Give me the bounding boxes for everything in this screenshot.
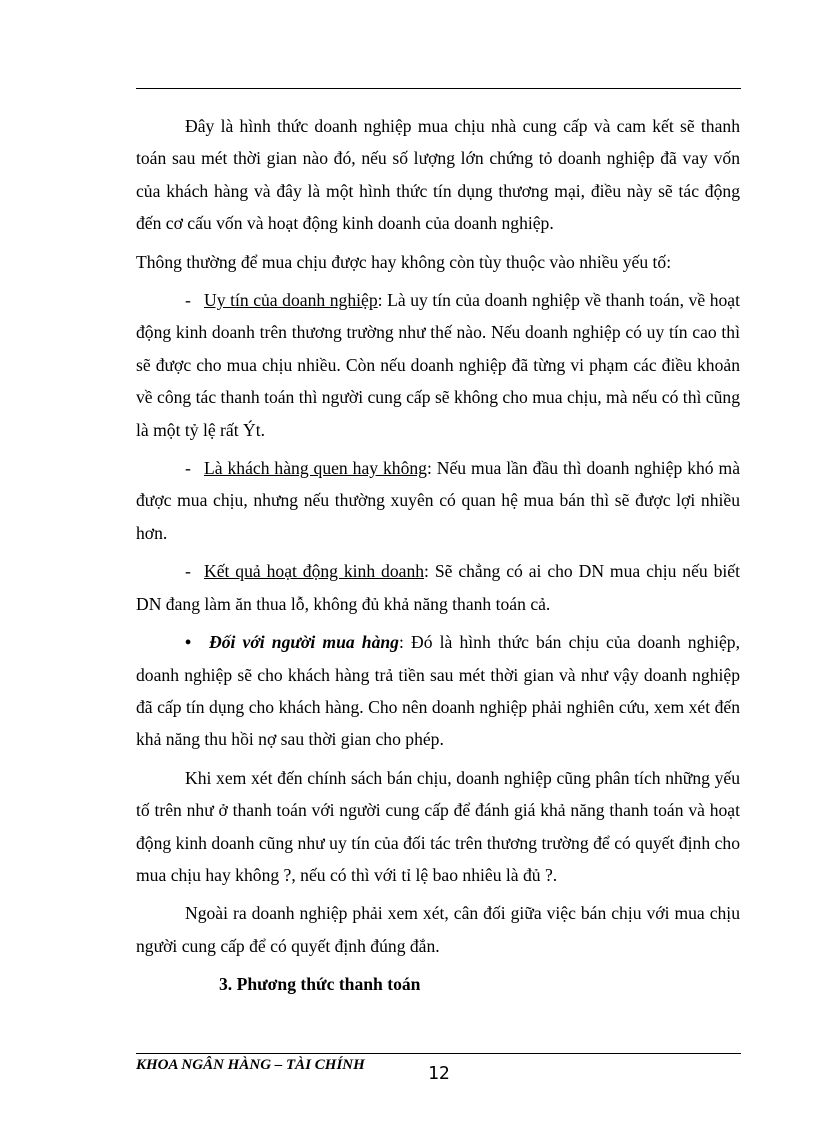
factor-2-title: Là khách hàng quen hay không xyxy=(204,458,427,479)
bullet-text: : Đó là hình thức bán chịu của doanh nghiệp, doanh nghiệp sẽ cho khách hàng trả tiền sau mét thời gian và như vậy doanh nghiệp đã cấp tín dụng cho khách hàng. Cho nên doanh nghiệp phải nghiên cứu, xem xét đến khả năng thu hồi nợ sau thời gian cho phép. xyxy=(136,632,740,750)
factor-item-1 xyxy=(136,284,740,446)
factor-2-text: : Nếu mua lần đầu thì doanh nghiệp khó mà được mua chịu, nhưng nếu thường xuyên có quan hệ mua bán thì sẽ được lợi nhiều hơn. xyxy=(136,458,741,543)
paragraph-4: Ngoài ra doanh nghiệp phải xem xét, cân đối giữa việc bán chịu với mua chịu người cung cấp để có quyết định đúng đắn. xyxy=(136,903,740,956)
paragraph-2: Thông thường để mua chịu được hay không còn tùy thuộc vào nhiều yếu tố: xyxy=(136,251,672,272)
page-number: 12 xyxy=(428,1063,450,1084)
factor-1-title: Uy tín của doanh nghiệp xyxy=(204,290,378,311)
factor-item-3 xyxy=(136,555,740,620)
factor-3-title: Kết quả hoạt động kinh doanh xyxy=(204,561,425,582)
factor-3-text: : Sẽ chẳng có ai cho DN mua chịu nếu biết DN đang làm ăn thua lỗ, không đủ khả năng thanh toán cả. xyxy=(136,561,740,614)
dash-mark: - xyxy=(185,290,191,311)
factor-1-text: : Là uy tín của doanh nghiệp về thanh toán, về hoạt động kinh doanh trên thương trường như thế nào. Nếu doanh nghiệp có uy tín cao thì sẽ được cho mua chịu nhiều. Còn nếu doanh nghiệp đã từng vi phạm các điều khoản về công tác thanh toán thì người cung cấp sẽ không cho mua chịu, mà nếu có thì cũng là một tỷ lệ rất Ýt. xyxy=(136,290,740,440)
page-body xyxy=(136,110,740,1001)
dash-mark: - xyxy=(185,458,191,479)
bullet-icon: • xyxy=(185,632,192,653)
factor-item-2 xyxy=(136,452,740,549)
paragraph-3: Khi xem xét đến chính sách bán chịu, doanh nghiệp cũng phân tích những yếu tố trên như ở thanh toán với người cung cấp để đánh giá khả năng thanh toán và hoạt động kinh doanh cũng như uy tín của đối tác trên thương trường để có quyết định cho mua chịu hay không ?, nếu có thì với tỉ lệ bao nhiêu là đủ ?. xyxy=(136,767,740,885)
header-rule xyxy=(136,88,741,89)
paragraph-1: Đây là hình thức doanh nghiệp mua chịu nhà cung cấp và cam kết sẽ thanh toán sau mét thời gian nào đó, nếu số lượng lớn chứng tỏ doanh nghiệp đã vay vốn của khách hàng và đây là một hình thức tín dụng thương mại, điều này sẽ tác động đến cơ cấu vốn và hoạt động kinh doanh của doanh nghiệp. xyxy=(136,116,740,234)
dash-mark: - xyxy=(185,561,191,582)
footer-rule xyxy=(136,1053,741,1054)
bullet-title: Đối với người mua hàng xyxy=(209,632,399,653)
bullet-item-buyer xyxy=(136,626,740,756)
section-heading: 3. Phương thức thanh toán xyxy=(219,974,421,995)
footer-department: KHOA NGÂN HÀNG – TÀI CHÍNH xyxy=(136,1057,365,1073)
